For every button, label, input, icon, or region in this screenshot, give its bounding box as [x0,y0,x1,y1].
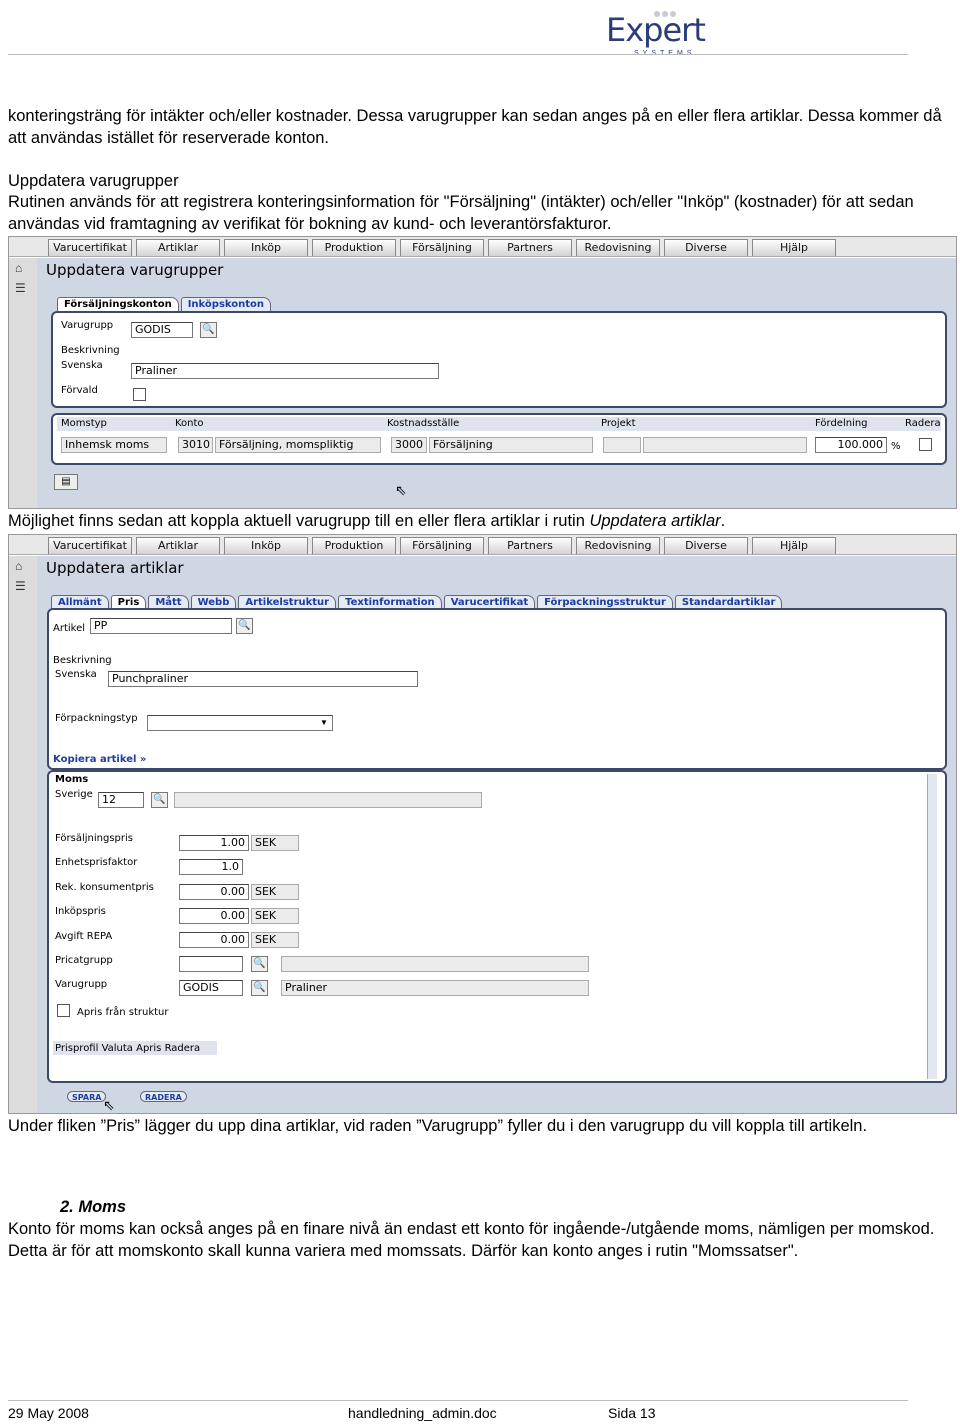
menu-bar [9,237,956,257]
label-moms: Moms [55,774,89,785]
tab-allmant[interactable]: Allmänt [51,595,109,609]
content-area [37,556,956,1113]
label-svenska: Svenska [55,669,97,680]
label-svenska: Svenska [61,360,103,371]
tab-pris[interactable]: Pris [111,595,147,609]
tab-bar [57,297,273,311]
percent-label: % [891,441,901,452]
menu-item[interactable]: Artiklar [136,537,220,554]
form-panel [51,311,947,408]
label-enhetsprisfaktor: Enhetsprisfaktor [55,857,138,868]
tab-standardartiklar[interactable]: Standardartiklar [675,595,783,609]
menu-item[interactable]: Partners [488,239,572,256]
menu-item[interactable]: Diverse [664,239,748,256]
prisprofil-header-label: Prisprofil Valuta Apris Radera [55,1043,201,1054]
grid-header-projekt: Projekt [601,418,636,429]
currency-label: SEK [251,884,299,900]
home-icon[interactable]: ⌂ [15,559,23,573]
forvald-checkbox[interactable] [133,388,146,401]
article-panel [47,608,947,770]
menu-item[interactable]: Redovisning [576,239,660,256]
price-panel [47,770,947,1083]
tab-inkopskonton[interactable]: Inköpskonton [181,297,271,311]
tab-matt[interactable]: Mått [148,595,188,609]
tab-forsaljningskonton[interactable]: Försäljningskonton [57,297,179,311]
label-pricatgrupp: Pricatgrupp [55,955,113,966]
label-forvald: Förvald [61,385,98,396]
footer-filename: handledning_admin.doc [348,1405,497,1421]
paragraph-2-title: Uppdatera varugrupper [8,172,179,190]
menu-bar [9,535,956,555]
menu-item[interactable]: Varucertifikat [48,537,132,554]
list-icon[interactable]: ☰ [15,281,26,295]
inkopspris-input[interactable]: 0.00 [179,908,249,924]
page-title: Uppdatera varugrupper [46,261,224,279]
currency-label: SEK [251,835,299,851]
svenska-input[interactable]: Praliner [131,363,439,379]
menu-item[interactable]: Diverse [664,537,748,554]
section-title-moms: 2. Moms [60,1198,127,1216]
mouse-cursor-icon: ⇖ [103,1097,115,1113]
label-varugrupp: Varugrupp [55,979,108,990]
logo-word: Expert [606,11,705,49]
menu-item[interactable]: Produktion [312,239,396,256]
menu-item[interactable]: Inköp [224,537,308,554]
search-icon[interactable]: 🔍 [251,956,268,972]
label-rek-konsumentpris: Rek. konsumentpris [55,882,154,893]
label-varugrupp: Varugrupp [61,320,114,331]
menu-item[interactable]: Inköp [224,239,308,256]
grid-header-radera: Radera [905,418,941,429]
mouse-cursor-icon: ⇖ [395,482,407,498]
currency-label: SEK [251,908,299,924]
menu-item[interactable]: Artiklar [136,239,220,256]
forpackningstyp-select[interactable] [147,715,333,731]
konto-name: Försäljning, momspliktig [215,437,381,453]
projekt-input[interactable] [603,437,641,453]
label-avgift-repa: Avgift REPA [55,931,113,942]
search-icon[interactable]: 🔍 [151,792,168,808]
paragraph-2: Rutinen används för att registrera konteringsinformation för "Försäljning" (intäkter) och/eller "Inköp" (kostnader) för att sedan användas vid framtagning av verifikat för bokning av kund- och leverantörsfakturor. [8,193,914,233]
tab-artikelstruktur[interactable]: Artikelstruktur [238,595,336,609]
radera-checkbox[interactable] [919,438,932,451]
konto-input[interactable]: 3010 [178,437,213,453]
tab-textinformation[interactable]: Textinformation [338,595,442,609]
momstyp-select[interactable]: Inhemsk moms [61,437,167,453]
radera-button[interactable]: RADERA [140,1091,187,1102]
search-icon[interactable]: 🔍 [236,618,253,634]
rek-konsumentpris-input[interactable]: 0.00 [179,884,249,900]
menu-item[interactable]: Hjälp [752,239,836,256]
list-icon[interactable]: ☰ [15,579,26,593]
menu-item[interactable]: Hjälp [752,537,836,554]
label-forsaljningspris: Försäljningspris [55,833,133,844]
tab-bar [51,595,784,609]
currency-label: SEK [251,932,299,948]
expert-systems-logo [606,12,716,54]
paragraph-5: Konto för moms kan också anges på en finare nivå än endast ett konto för ingående-/utgående moms, nämligen per momskod. Detta är för att momskonto skall kunna variera med momssats. Därför kan konto anges i rutin "Momssatser". [8,1220,935,1260]
kopiera-artikel-link[interactable]: Kopiera artikel » [53,754,147,765]
page-title: Uppdatera artiklar [46,559,184,577]
paragraph-1: konteringsträng för intäkter och/eller kostnader. Dessa varugrupper kan sedan anges på en eller flera artiklar. Dessa kommer då att användas istället för reserverade konton. [8,107,942,147]
menu-item[interactable]: Försäljning [400,537,484,554]
tab-varucertifikat[interactable]: Varucertifikat [444,595,535,609]
label-forpackningstyp: Förpackningstyp [55,713,138,724]
header-rule [8,54,908,55]
fordelning-input[interactable]: 100.000 [815,437,887,453]
varugrupp-input[interactable]: GODIS [179,980,243,996]
kostnadsstalle-input[interactable]: 3000 [391,437,427,453]
forsaljningspris-input[interactable]: 1.00 [179,835,249,851]
menu-item[interactable]: Produktion [312,537,396,554]
search-icon[interactable]: 🔍 [251,980,268,996]
spara-button[interactable]: SPARA [67,1091,106,1102]
label-artikel: Artikel [53,623,86,634]
grid-header-kostnadsstalle: Kostnadsställe [387,418,460,429]
label-beskrivning: Beskrivning [61,345,120,356]
label-inkopspris: Inköpspris [55,906,106,917]
menu-item[interactable]: Försäljning [400,239,484,256]
label-sverige: Sverige [55,789,93,800]
grid-header-fordelning: Fördelning [815,418,868,429]
vertical-scrollbar[interactable] [927,774,937,1079]
search-icon[interactable]: 🔍 [200,322,217,338]
moms-input[interactable]: 12 [98,792,144,808]
left-toolbar [9,258,37,508]
svenska-input[interactable]: Punchpraliner [108,671,418,687]
artikel-input[interactable]: PP [90,618,232,634]
paragraph-3: Möjlighet finns sedan att koppla aktuell varugrupp till en eller flera artiklar i rutin Uppdatera artiklar. [8,512,726,530]
content-area [37,258,956,508]
footer-date: 29 May 2008 [8,1405,89,1421]
apris-checkbox[interactable] [57,1004,70,1017]
tab-webb[interactable]: Webb [191,595,237,609]
grid-header-momstyp: Momstyp [61,418,107,429]
menu-item[interactable]: Redovisning [576,537,660,554]
grid-panel [51,413,947,465]
tab-forpackningsstruktur[interactable]: Förpackningsstruktur [537,595,673,609]
menu-item[interactable]: Varucertifikat [48,239,132,256]
kostnadsstalle-name: Försäljning [429,437,593,453]
grid-header-konto: Konto [175,418,204,429]
moms-description [174,792,482,808]
pricatgrupp-input[interactable] [179,956,243,972]
projekt-name [643,437,807,453]
varugrupp-description: Praliner [281,980,589,996]
avgift-repa-input[interactable]: 0.00 [179,932,249,948]
pricatgrupp-description [281,956,589,972]
screenshot-uppdatera-artiklar [8,534,957,1114]
save-icon[interactable]: ▤ [54,474,78,490]
varugrupp-input[interactable]: GODIS [131,322,193,338]
footer-rule [8,1400,908,1401]
chevron-down-icon[interactable]: ▼ [320,718,328,727]
label-beskrivning: Beskrivning [53,655,112,666]
footer-page: Sida 13 [608,1405,656,1421]
enhetsprisfaktor-input[interactable]: 1.0 [179,859,243,875]
label-apris-fran-struktur: Apris från struktur [77,1007,169,1018]
left-toolbar [9,556,37,1113]
screenshot-uppdatera-varugrupper [8,236,957,509]
menu-item[interactable]: Partners [488,537,572,554]
paragraph-4: Under fliken ”Pris” lägger du upp dina artiklar, vid raden ”Varugrupp” fyller du i den varugrupp du vill koppla till artikeln. [8,1117,868,1135]
home-icon[interactable]: ⌂ [15,261,23,275]
